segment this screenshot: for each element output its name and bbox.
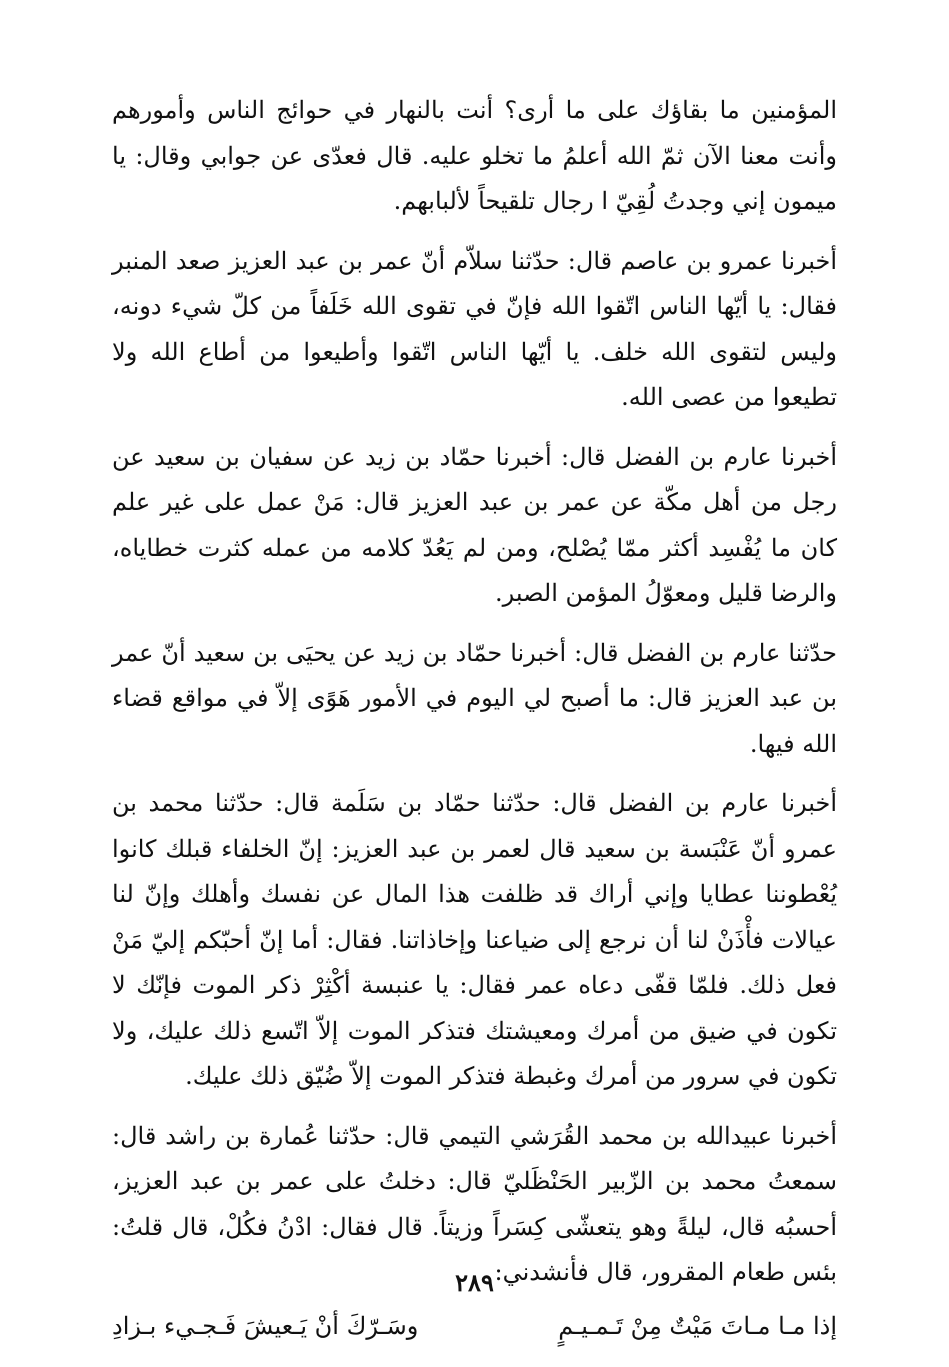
paragraph-5: أخبرنا عارم بن الفضل قال: حدّثنا حمّاد بن سَلَمة قال: حدّثنا محمد بن عمرو أنّ عَنْبَسة بن سعيد قال لعمر بن عبد العزيز: إنّ الخلفاء قبلك كانوا يُعْطوننا عطايا وإني أراك قد ظلفت هذا المال عن نفسك وأهلك وإنّ لنا عيالات فأْذَنْ لنا أن نرجع إلى ضياعنا وإخاذاتنا. فقال: أما إنّ أحبّكم إليّ مَنْ فعل ذلك. فلمّا قفّى دعاه عمر فقال: يا عنبسة أكْثِرْ ذكر الموت فإنّك لا تكون في ضيق من أمرك ومعيشتك فتذكر الموت إلاّ اتّسع ذلك عليك، ولا تكون في سرور من أمرك وغبطة فتذكر الموت إلاّ ضُيّق ذلك عليك. xyxy=(112,789,837,1090)
text-body xyxy=(112,88,837,1349)
poem-verse xyxy=(112,1304,837,1349)
paragraph-3: أخبرنا عارم بن الفضل قال: أخبرنا حمّاد بن زيد عن سفيان بن سعيد عن رجل من أهل مكّة عن عمر بن عبد العزيز قال: مَنْ عمل على غير علم كان ما يُفْسِد أكثر ممّا يُصْلح، ومن لم يَعُدّ كلامه من عمله كثرت خطاياه، والرضا قليل ومعوّلُ المؤمن الصبر. xyxy=(112,442,837,607)
paragraph-4: حدّثنا عارم بن الفضل قال: أخبرنا حمّاد بن زيد عن يحيَى بن سعيد أنّ عمر بن عبد العزيز قال: ما أصبح لي اليوم في الأمور هَوًى إلاّ في مواقع قضاء الله فيها. xyxy=(112,638,837,758)
paragraph-6: أخبرنا عبيدالله بن محمد القُرَشي التيمي قال: حدّثنا عُمارة بن راشد قال: سمعتُ محمد بن الزّبير الحَنْظَليّ قال: دخلتُ على عمر بن عبد العزيز، أحسبُه قال، ليلةً وهو يتعشّى كِسَراً وزيتاً. قال فقال: ادْنُ فكُلْ، قال قلتُ: بئس طعام المقرور، قال فأنشدني: xyxy=(112,1121,837,1286)
page-number: ٢٨٩ xyxy=(455,1268,494,1297)
paragraph-1: المؤمنين ما بقاؤك على ما أرى؟ أنت بالنهار في حوائج الناس وأمورهم وأنت معنا الآن ثمّ الله أعلمُ ما تخلو عليه. قال فعدّى عن جوابي وقال: يا ميمون إني وجدتُ لُقِيّ ا رجال تلقيحاً لألبابهم. xyxy=(112,96,837,215)
paragraph-2: أخبرنا عمرو بن عاصم قال: حدّثنا سلاّم أنّ عمر بن عبد العزيز صعد المنبر فقال: يا أيّها الناس اتّقوا الله فإنّ في تقوى الله خَلَفاً من كلّ شيء دونه، وليس لتقوى الله خلف. يا أيّها الناس اتّقوا وأطيعوا من أطاع الله ولا تطيعوا من عصى الله. xyxy=(112,246,837,411)
verse-first-half: إذا مـا مـاتَ مَيْتٌ مِنْ تَـمـيـمٍ xyxy=(558,1311,837,1340)
verse-second-half: وسَـرّكَ أنْ يَـعيشَ فَـجـيء بـزادِ xyxy=(112,1311,419,1340)
